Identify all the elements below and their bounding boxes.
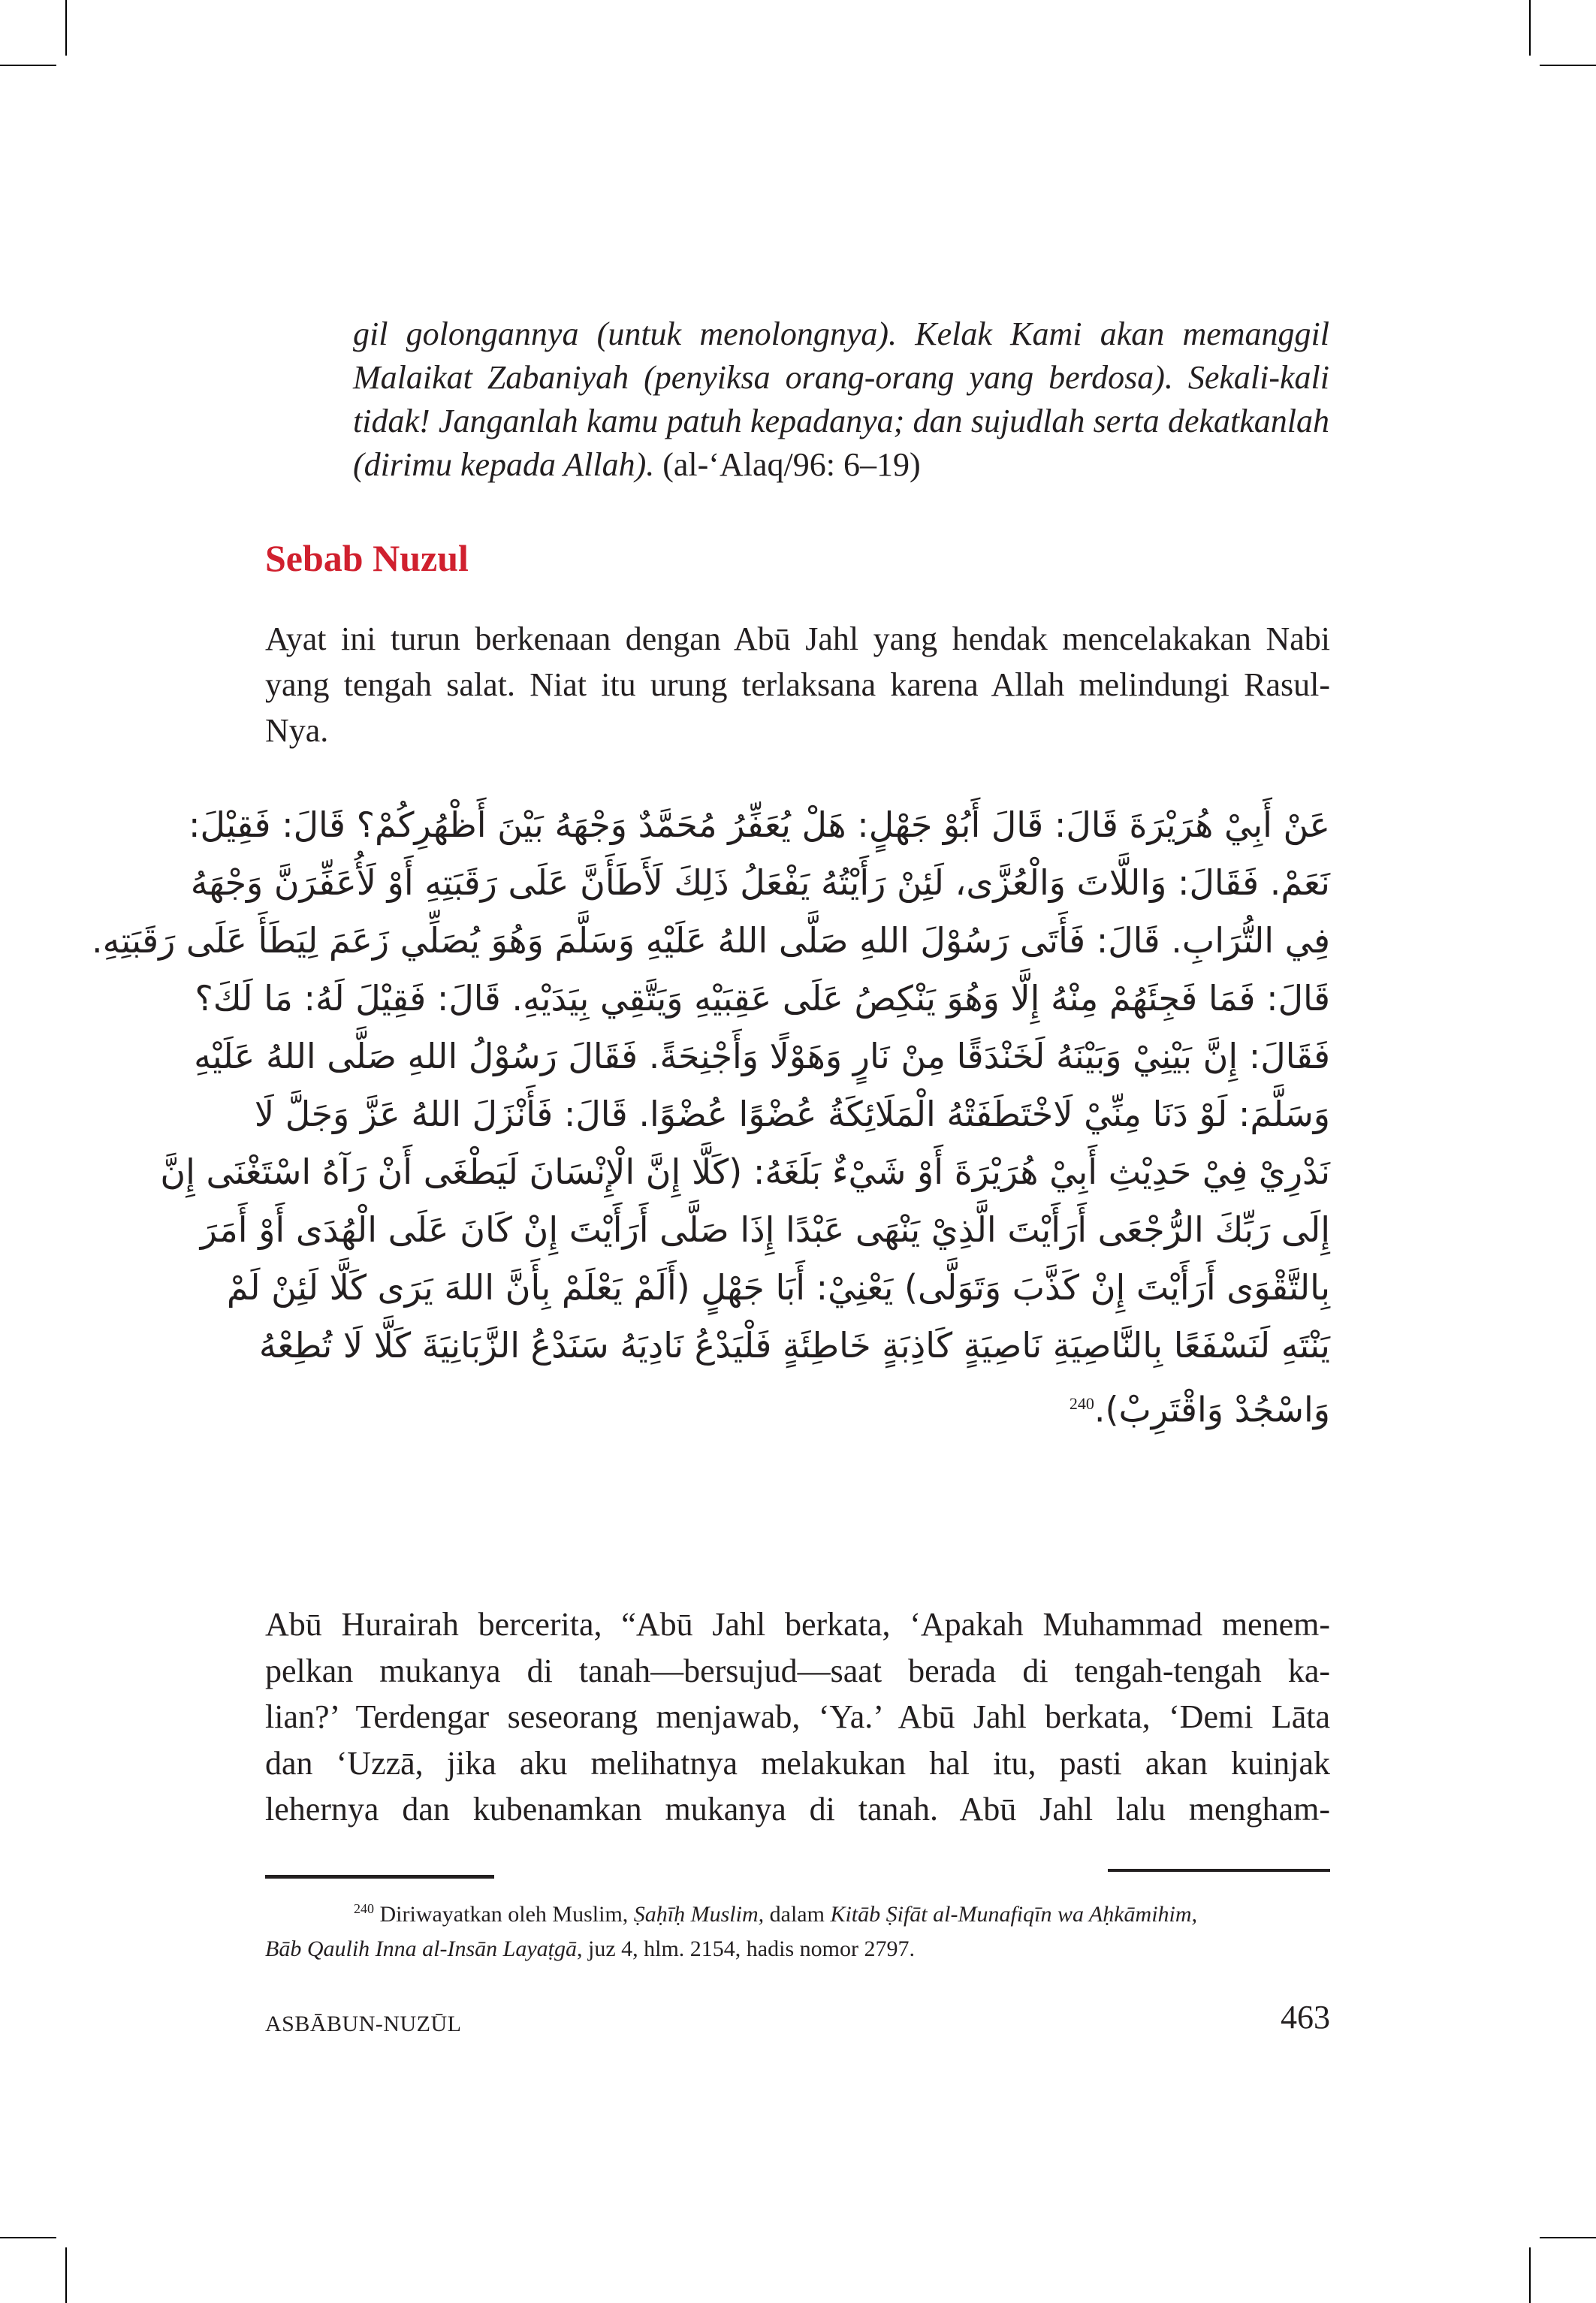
arabic-line: قَالَ: فَمَا فَجِئَهُمْ مِنْهُ إِلَّا وَهُوَ يَنْكِصُ عَلَى عَقِبَيْهِ وَيَتَّقِي بِيَدَيْهِ. قَالَ: فَقِيْلَ لَهُ: مَا لَكَ؟ xyxy=(195,978,1330,1019)
footnote-chapter-title: Kitāb Ṣifāt al-Munafiqīn wa Aḥkāmihim, xyxy=(830,1902,1198,1927)
translation-line: lian?’ Terdengar seseorang menjawab, ‘Ya.’ Abū Jahl berkata, ‘Demi Lāta xyxy=(265,1698,1330,1735)
section-heading: Sebab Nuzul xyxy=(265,537,469,579)
footnote-text: dalam xyxy=(764,1902,831,1927)
translation-line: dan ‘Uzzā, jika aku melihatnya melakukan hal itu, pasti akan kuinjak xyxy=(265,1744,1330,1782)
arabic-line: نَعَمْ. فَقَالَ: وَاللَّاتَ وَالْعُزَّى، لَئِنْ رَأَيْتُهُ يَفْعَلُ ذَلِكَ لَأَطَأَنَّ عَلَى رَقَبَتِهِ أَوْ لَأُعَفِّرَنَّ وَجْهَهُ xyxy=(190,862,1330,903)
hadith-arabic-text xyxy=(92,796,1330,1438)
arabic-line-last xyxy=(265,1375,1330,1438)
page-footer xyxy=(265,1998,1330,2043)
footnote-book-title: Ṣaḥīḥ Muslim, xyxy=(633,1902,765,1927)
continuation-rule xyxy=(1108,1869,1330,1872)
arabic-line: إِلَى رَبِّكَ الرُّجْعَى أَرَأَيْتَ الَّذِيْ يَنْهَى عَبْدًا إِذَا صَلَّى أَرَأَيْتَ إِنْ كَانَ عَلَى الْهُدَى أَوْ أَمَرَ xyxy=(200,1209,1330,1250)
crop-mark-top-right-vertical xyxy=(1529,0,1531,56)
footnote-number: 240 xyxy=(354,1901,374,1916)
footnote xyxy=(265,1891,1330,1966)
crop-mark-top-left-vertical xyxy=(65,0,67,56)
quran-translation-quote xyxy=(353,312,1329,487)
arabic-line: يَنْتَهِ لَنَسْفَعًا بِالنَّاصِيَةِ نَاصِيَةٍ كَاذِبَةٍ خَاطِئَةٍ فَلْيَدْعُ نَادِيَهُ سَنَدْعُ الزَّبَانِيَةَ كَلَّا لَا تُطِعْهُ xyxy=(258,1325,1330,1366)
footnote-text: , juz 4, hlm. 2154, hadis nomor 2797. xyxy=(576,1936,915,1961)
footnote-line-1 xyxy=(265,1891,1330,1932)
hadith-translation xyxy=(265,1601,1330,1833)
translation-line: Abū Hurairah bercerita, “Abū Jahl berkata, ‘Apakah Muhammad menem- xyxy=(265,1606,1330,1643)
section-intro: Ayat ini turun berkenaan dengan Abū Jahl yang hendak mencelakakan Nabi yang tengah salat. Niat itu urung terlaksana karena Allah melindungi Rasul-Nya. xyxy=(265,620,1330,749)
arabic-line: فِي التُّرَابِ. قَالَ: فَأَتَى رَسُوْلَ اللهِ صَلَّى اللهُ عَلَيْهِ وَسَلَّمَ وَهُوَ يُصَلِّي زَعَمَ لِيَطَأَ عَلَى رَقَبَتِهِ. xyxy=(92,920,1330,961)
crop-mark-bottom-left-horizontal xyxy=(0,2237,56,2238)
arabic-line: فَقَالَ: إِنَّ بَيْنِيْ وَبَيْنَهُ لَخَنْدَقًا مِنْ نَارٍ وَهَوْلًا وَأَجْنِحَةً. فَقَالَ رَسُوْلُ اللهِ صَلَّى اللهُ عَلَيْهِ xyxy=(194,1036,1330,1076)
footnote-separator-rule xyxy=(265,1875,494,1879)
arabic-line: بِالتَّقْوَى أَرَأَيْتَ إِنْ كَذَّبَ وَتَوَلَّى) يَعْنِيْ: أَبَا جَهْلٍ (أَلَمْ يَعْلَمْ بِأَنَّ اللهَ يَرَى كَلَّا لَئِنْ لَمْ xyxy=(226,1267,1330,1308)
footnote-marker[interactable]: 240 xyxy=(1069,1394,1094,1413)
footnote-section-title: Bāb Qaulih Inna al-Insān Layaṭgā xyxy=(265,1936,577,1961)
page-number: 463 xyxy=(1281,1999,1330,2036)
crop-mark-top-left-horizontal xyxy=(0,65,56,66)
arabic-line: وَسَلَّمَ: لَوْ دَنَا مِنِّيْ لَاخْتَطَفَتْهُ الْمَلَائِكَةُ عُضْوًا عُضْوًا. قَالَ: فَأَنْزَلَ اللهُ عَزَّ وَجَلَّ لَا xyxy=(254,1094,1330,1134)
running-title: ASBĀBUN-NUZŪL xyxy=(265,2012,462,2036)
quote-reference: (al-‘Alaq/96: 6–19) xyxy=(662,446,921,483)
crop-mark-top-right-horizontal xyxy=(1540,65,1596,66)
translation-line: lehernya dan kubenamkan mukanya di tanah. Abū Jahl lalu mengham- xyxy=(265,1791,1330,1828)
footnote-line-2 xyxy=(265,1932,1330,1966)
crop-mark-bottom-right-vertical xyxy=(1529,2247,1531,2303)
arabic-line: عَنْ أَبِيْ هُرَيْرَةَ قَالَ: قَالَ أَبُوْ جَهْلٍ: هَلْ يُعَفِّرُ مُحَمَّدٌ وَجْهَهُ بَيْنَ أَظْهُرِكُمْ؟ قَالَ: فَقِيْلَ: xyxy=(188,804,1330,845)
footnote-text: Diriwayatkan oleh Muslim, xyxy=(379,1902,634,1927)
quote-text: gil golongannya (untuk menolongnya). Kelak Kami akan memanggil Malaikat Zabaniyah (penyiksa orang-orang yang berdosa). Sekali-kali tidak! Janganlah kamu patuh kepadanya; dan sujudlah serta dekatkanlah (dirimu kepada Allah). xyxy=(353,315,1329,483)
crop-mark-bottom-left-vertical xyxy=(65,2247,67,2303)
arabic-line-text: وَاسْجُدْ وَاقْتَرِبْ). xyxy=(1094,1389,1330,1430)
arabic-line: نَدْرِيْ فِيْ حَدِيْثِ أَبِيْ هُرَيْرَةَ أَوْ شَيْءٌ بَلَغَهُ: (كَلَّا إِنَّ الْإِنْسَانَ لَيَطْغَى أَنْ رَآهُ اسْتَغْنَى إِنَّ xyxy=(160,1152,1330,1192)
crop-mark-bottom-right-horizontal xyxy=(1540,2237,1596,2238)
translation-line: pelkan mukanya di tanah—bersujud—saat berada di tengah-tengah ka- xyxy=(265,1652,1330,1689)
